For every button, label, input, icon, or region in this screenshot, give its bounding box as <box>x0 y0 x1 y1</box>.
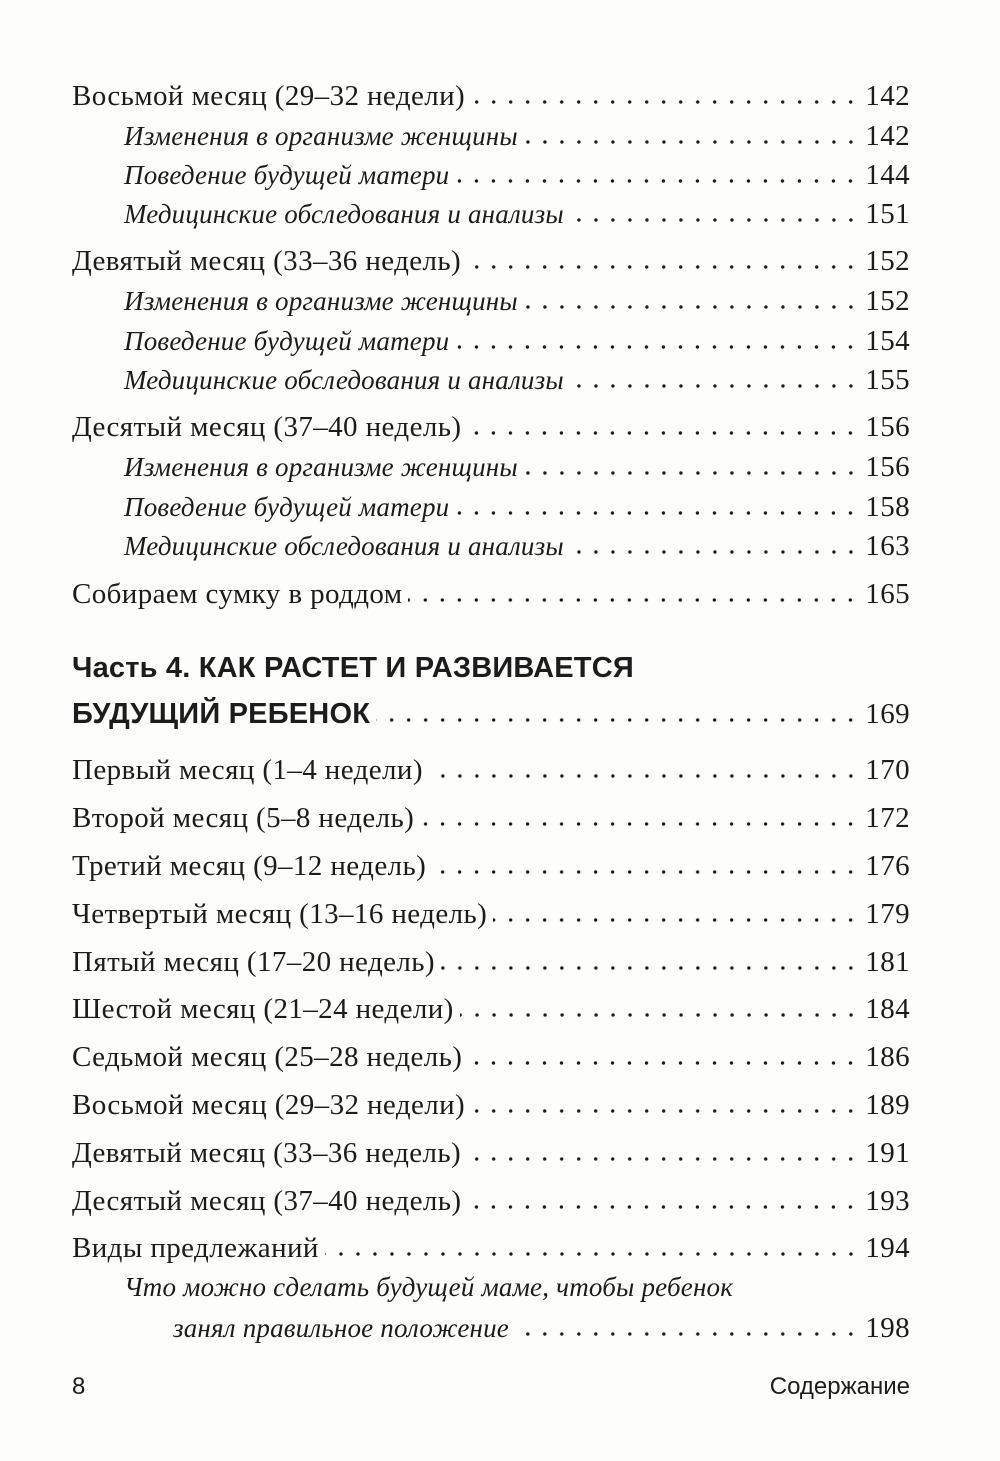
toc-entry-title: Первый месяц (1–4 недели) <box>72 754 423 786</box>
toc-entry[interactable] <box>72 80 910 113</box>
toc-entry-page: 142 <box>865 120 910 152</box>
toc-entry-page: 181 <box>865 946 910 978</box>
toc-entry-page: 163 <box>865 530 910 562</box>
part-heading-entry[interactable] <box>72 698 910 731</box>
dot-leader <box>408 596 859 604</box>
toc-entry-title: Медицинские обследования и анализы <box>124 365 564 395</box>
toc-entry-title: Восьмой месяц (29–32 недели) <box>72 1089 466 1121</box>
toc-entry-page: 156 <box>865 451 910 483</box>
toc-entry-page: 179 <box>865 898 910 930</box>
toc-entry-page: 198 <box>865 1312 910 1344</box>
dot-leader <box>467 1203 859 1211</box>
toc-entry[interactable] <box>72 993 910 1026</box>
toc-subentry[interactable] <box>124 451 910 484</box>
toc-entry-title: Поведение будущей матери <box>124 492 450 522</box>
toc-subentry-line1: Что можно сделать будущей маме, чтобы ребенок <box>124 1272 734 1302</box>
dot-leader <box>376 716 859 724</box>
toc-entry-page: 142 <box>865 80 910 112</box>
toc-entry[interactable] <box>72 411 910 444</box>
toc-entry-page: 193 <box>865 1185 910 1217</box>
dot-leader <box>429 772 859 780</box>
toc-subentry[interactable] <box>124 530 910 563</box>
dot-leader <box>570 548 859 556</box>
toc-subentry[interactable] <box>173 1312 910 1345</box>
dot-leader <box>471 98 859 106</box>
toc-entry[interactable] <box>72 898 910 931</box>
toc-entry-page: 144 <box>865 159 910 191</box>
dot-leader <box>455 343 859 351</box>
toc-entry-title: Медицинские обследования и анализы <box>124 199 564 229</box>
toc-entry-title: Медицинские обследования и анализы <box>124 531 564 561</box>
toc-entry-page: 152 <box>865 285 910 317</box>
running-footer: Содержание <box>769 1373 910 1400</box>
toc-subentry[interactable] <box>124 364 910 397</box>
toc-entry-page: 176 <box>865 850 910 882</box>
toc-entry-title: занял правильное положение <box>173 1313 509 1343</box>
dot-leader <box>455 509 859 517</box>
toc-entry[interactable] <box>72 802 910 835</box>
page-number: 8 <box>72 1373 86 1400</box>
dot-leader <box>441 964 859 972</box>
dot-leader <box>325 1250 859 1258</box>
toc-entry[interactable] <box>72 946 910 979</box>
dot-leader <box>467 429 859 437</box>
part-heading-title: БУДУЩИЙ РЕБЕНОК <box>72 698 371 730</box>
toc-entry-page: 169 <box>865 698 910 730</box>
toc-entry-title: Четвертый месяц (13–16 недель) <box>72 898 488 930</box>
toc-entry[interactable] <box>72 1137 910 1170</box>
toc-entry-page: 156 <box>865 411 910 443</box>
dot-leader <box>570 216 859 224</box>
toc-entry-title: Десятый месяц (37–40 недель) <box>72 411 462 443</box>
toc-subentry[interactable] <box>124 285 910 318</box>
dot-leader <box>460 1011 860 1019</box>
toc-entry-title: Поведение будущей матери <box>124 326 450 356</box>
toc-entry[interactable] <box>72 850 910 883</box>
toc-entry-page: 151 <box>865 198 910 230</box>
toc-entry-page: 155 <box>865 364 910 396</box>
dot-leader <box>493 916 859 924</box>
toc-entry-title: Изменения в организме женщины <box>124 286 518 316</box>
toc-entry[interactable] <box>72 245 910 278</box>
toc-entry[interactable] <box>72 1185 910 1218</box>
toc-entry[interactable] <box>72 578 910 611</box>
toc-entry-page: 189 <box>865 1089 910 1121</box>
toc-entry-page: 184 <box>865 993 910 1025</box>
dot-leader <box>467 1155 859 1163</box>
dot-leader <box>468 1059 859 1067</box>
toc-entry-title: Седьмой месяц (25–28 недель) <box>72 1041 463 1073</box>
toc-entry-title: Девятый месяц (33–36 недель) <box>72 245 462 277</box>
toc-entry-title: Поведение будущей матери <box>124 160 450 190</box>
dot-leader <box>515 1330 859 1338</box>
dot-leader <box>432 868 859 876</box>
toc-entry-page: 194 <box>865 1232 910 1264</box>
toc-entry-title: Пятый месяц (17–20 недель) <box>72 946 435 978</box>
toc-subentry[interactable] <box>124 198 910 231</box>
part-heading: Часть 4. КАК РАСТЕТ И РАЗВИВАЕТСЯ <box>72 652 634 684</box>
toc-entry[interactable] <box>72 1041 910 1074</box>
toc-entry-page: 186 <box>865 1041 910 1073</box>
toc-entry[interactable] <box>72 1089 910 1122</box>
toc-entry-page: 165 <box>865 578 910 610</box>
toc-entry-title: Изменения в организме женщины <box>124 121 518 151</box>
dot-leader <box>524 469 859 477</box>
dot-leader <box>524 138 859 146</box>
dot-leader <box>570 382 859 390</box>
toc-entry-title: Восьмой месяц (29–32 недели) <box>72 80 466 112</box>
toc-entry[interactable] <box>72 1232 910 1265</box>
toc-subentry[interactable] <box>124 491 910 524</box>
toc-entry-title: Второй месяц (5–8 недель) <box>72 802 415 834</box>
toc-entry-title: Изменения в организме женщины <box>124 452 518 482</box>
toc-entry-page: 191 <box>865 1137 910 1169</box>
dot-leader <box>471 1107 859 1115</box>
toc-entry-title: Собираем сумку в роддом <box>72 578 403 610</box>
toc-entry-title: Десятый месяц (37–40 недель) <box>72 1185 462 1217</box>
toc-entry-page: 170 <box>865 754 910 786</box>
toc-entry[interactable] <box>72 754 910 787</box>
toc-entry-page: 158 <box>865 491 910 523</box>
dot-leader <box>524 303 859 311</box>
toc-entry-page: 152 <box>865 245 910 277</box>
toc-subentry[interactable] <box>124 120 910 153</box>
toc-subentry[interactable] <box>124 325 910 358</box>
dot-leader <box>467 263 859 271</box>
dot-leader <box>455 177 859 185</box>
toc-entry-title: Виды предлежаний <box>72 1232 319 1264</box>
toc-entry-title: Третий месяц (9–12 недель) <box>72 850 427 882</box>
toc-entry-title: Шестой месяц (21–24 недели) <box>72 993 454 1025</box>
toc-entry-page: 172 <box>865 802 910 834</box>
toc-entry-page: 154 <box>865 325 910 357</box>
dot-leader <box>420 820 859 828</box>
toc-subentry[interactable] <box>124 159 910 192</box>
toc-entry-title: Девятый месяц (33–36 недель) <box>72 1137 462 1169</box>
